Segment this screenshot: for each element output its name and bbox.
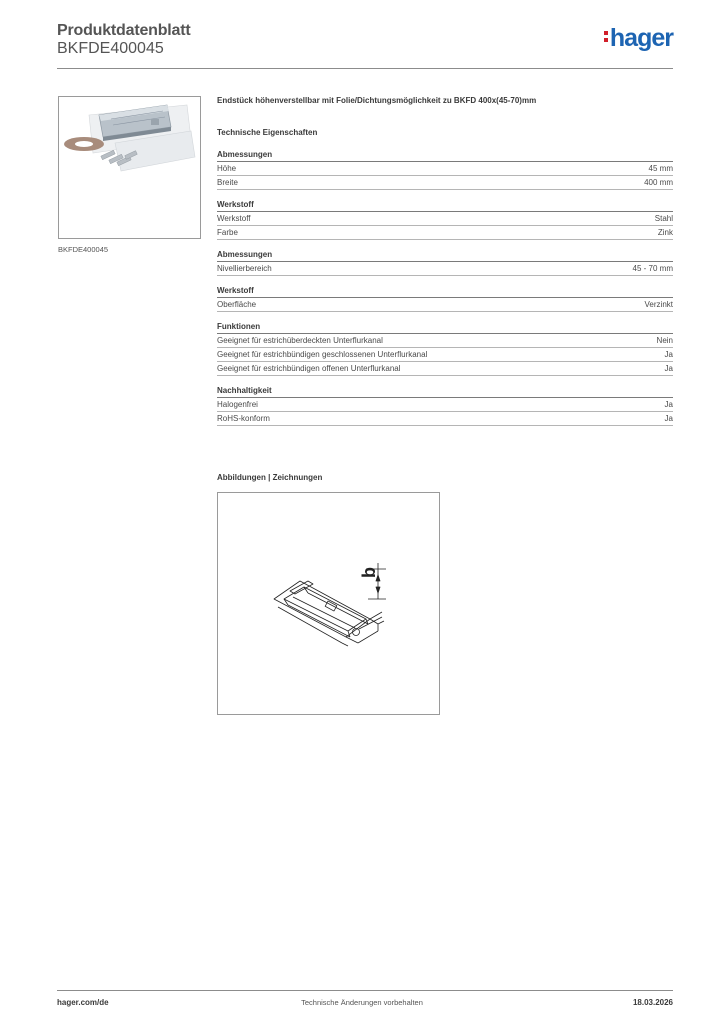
- spec-section-functions: [217, 322, 673, 376]
- technical-drawing: [217, 492, 440, 715]
- footer-disclaimer: Technische Änderungen vorbehalten: [301, 998, 423, 1007]
- spec-value: Nein: [656, 336, 673, 345]
- page-header: [57, 20, 673, 70]
- spec-row: [217, 226, 673, 240]
- spec-section-dimensions: [217, 150, 673, 190]
- spec-label: Halogenfrei: [217, 400, 258, 409]
- spec-label: Werkstoff: [217, 214, 251, 223]
- section-title: Nachhaltigkeit: [217, 386, 673, 398]
- section-title: Funktionen: [217, 322, 673, 334]
- footer-divider: [57, 990, 673, 991]
- spec-section-sustainability: [217, 386, 673, 426]
- spec-row: [217, 398, 673, 412]
- spec-value: Ja: [664, 414, 673, 423]
- logo-dots-icon: [604, 30, 608, 44]
- spec-section-leveling: [217, 250, 673, 276]
- spec-row: [217, 162, 673, 176]
- spec-value: Ja: [664, 364, 673, 373]
- spec-row: [217, 412, 673, 426]
- spec-label: Farbe: [217, 228, 238, 237]
- spec-label: Geeignet für estrichbündigen offenen Unterflurkanal: [217, 364, 401, 373]
- spec-value: Ja: [664, 350, 673, 359]
- spec-value: 45 - 70 mm: [632, 264, 673, 273]
- spec-row: [217, 362, 673, 376]
- spec-label: Geeignet für estrichbündigen geschlossenen Unterflurkanal: [217, 350, 428, 359]
- technical-properties-heading: Technische Eigenschaften: [217, 128, 318, 137]
- spec-row: [217, 348, 673, 362]
- product-specifications: [217, 96, 673, 436]
- spec-value: Ja: [664, 400, 673, 409]
- spec-label: RoHS-konform: [217, 414, 270, 423]
- spec-value: 400 mm: [644, 178, 673, 187]
- product-description: Endstück höhenverstellbar mit Folie/Dichtungsmöglichkeit zu BKFD 400x(45-70)mm: [217, 96, 537, 105]
- spec-value: Zink: [657, 228, 673, 237]
- spec-section-material: [217, 200, 673, 240]
- section-title: Abmessungen: [217, 150, 673, 162]
- hager-logo: [604, 26, 673, 51]
- document-title: Produktdatenblatt: [57, 22, 191, 39]
- footer-date: 18.03.2026: [632, 998, 673, 1007]
- header-divider: [57, 68, 673, 69]
- section-title: Werkstoff: [217, 200, 673, 212]
- footer-website: hager.com/de: [57, 998, 109, 1007]
- spec-value: 45 mm: [648, 164, 673, 173]
- spec-value: Verzinkt: [644, 300, 673, 309]
- drawings-heading: Abbildungen | Zeichnungen: [217, 473, 323, 482]
- dimension-label: b: [359, 567, 379, 578]
- spec-label: Geeignet für estrichüberdeckten Unterflurkanal: [217, 336, 383, 345]
- section-title: Werkstoff: [217, 286, 673, 298]
- spec-label: Nivellierbereich: [217, 264, 272, 273]
- spec-row: [217, 212, 673, 226]
- spec-label: Breite: [217, 178, 238, 187]
- spec-value: Stahl: [654, 214, 673, 223]
- spec-label: Höhe: [217, 164, 237, 173]
- spec-row: [217, 298, 673, 312]
- logo-text: hager: [609, 24, 673, 52]
- spec-row: [217, 262, 673, 276]
- section-title: Abmessungen: [217, 250, 673, 262]
- spec-row: [217, 176, 673, 190]
- product-photo-illustration: [59, 97, 200, 238]
- technical-drawing-svg: [218, 493, 439, 714]
- product-image-caption: BKFDE400045: [58, 245, 109, 254]
- product-image: [58, 96, 201, 239]
- product-code: BKFDE400045: [57, 40, 164, 57]
- spec-section-surface: [217, 286, 673, 312]
- spec-label: Oberfläche: [217, 300, 257, 309]
- spec-row: [217, 334, 673, 348]
